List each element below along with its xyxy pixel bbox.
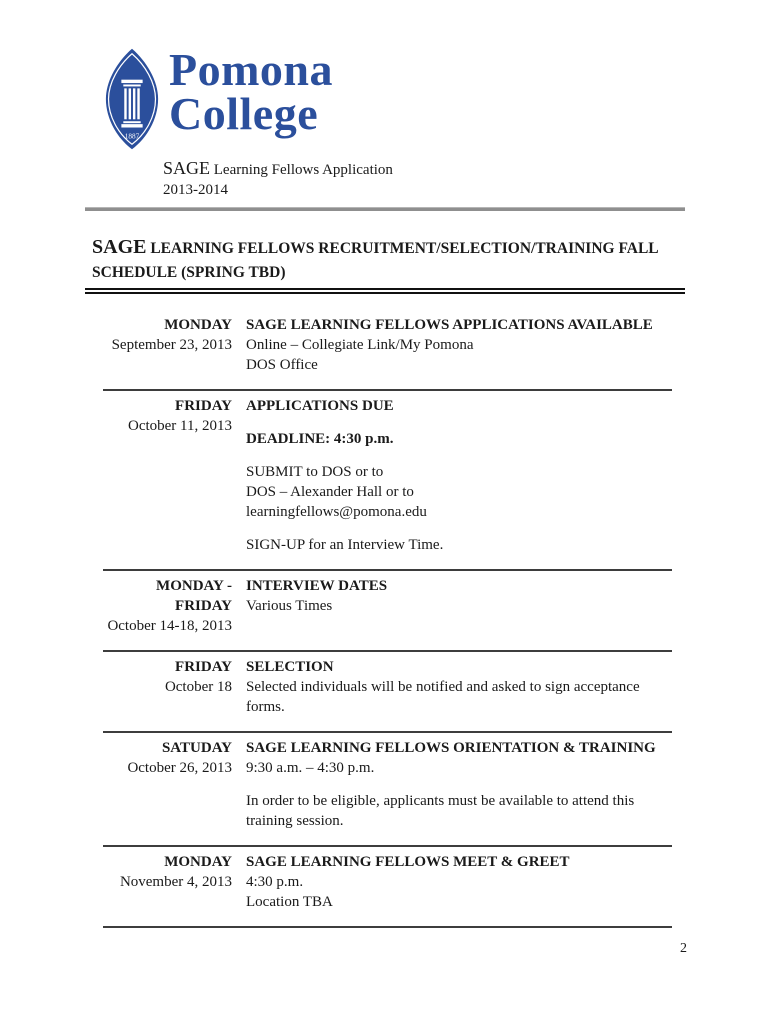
schedule-date-cell <box>103 576 232 636</box>
schedule-day: FRIDAY <box>175 659 232 675</box>
schedule-date: October 14-18, 2013 <box>107 618 232 634</box>
schedule-detail-cell <box>246 657 658 717</box>
schedule-line: DEADLINE: 4:30 p.m. <box>246 431 394 447</box>
schedule-date-cell <box>103 657 232 717</box>
schedule-detail-cell <box>246 576 658 636</box>
title-rest: LEARNING FELLOWS RECRUITMENT/SELECTION/TRAINING FALL SCHEDULE (SPRING TBD) <box>92 240 658 281</box>
schedule-detail-cell <box>246 738 658 831</box>
schedule-line: SUBMIT to DOS or to <box>246 464 384 480</box>
schedule-date-cell <box>103 396 232 555</box>
schedule-row <box>85 310 685 389</box>
schedule-day: MONDAY <box>164 317 232 333</box>
schedule-heading: SELECTION <box>246 659 334 675</box>
schedule-date: October 26, 2013 <box>127 760 232 776</box>
schedule-heading: SAGE LEARNING FELLOWS ORIENTATION & TRAINING <box>246 740 656 756</box>
schedule-row <box>85 391 685 569</box>
schedule-heading: SAGE LEARNING FELLOWS APPLICATIONS AVAILABLE <box>246 317 653 333</box>
schedule-line: learningfellows@pomona.edu <box>246 504 427 520</box>
schedule-heading: INTERVIEW DATES <box>246 578 388 594</box>
row-divider <box>103 926 672 928</box>
schedule-line: DOS – Alexander Hall or to <box>246 484 414 500</box>
schedule-date: September 23, 2013 <box>111 337 232 353</box>
schedule-line: In order to be eligible, applicants must be available to attend this training session. <box>246 793 635 829</box>
schedule-line: Selected individuals will be notified and asked to sign acceptance forms. <box>246 679 640 715</box>
pomona-college-seal-icon <box>103 46 161 152</box>
schedule-row <box>85 652 685 731</box>
schedule-day: MONDAY - FRIDAY <box>156 578 232 614</box>
page-number: 2 <box>680 941 687 956</box>
schedule-detail-cell <box>246 396 658 555</box>
schedule-line: Online – Collegiate Link/My Pomona <box>246 337 474 353</box>
schedule-date: October 11, 2013 <box>127 418 232 434</box>
wordmark-line-1: Pomona <box>169 44 333 95</box>
schedule-row <box>85 733 685 845</box>
subtitle-rest: Learning Fellows Application <box>210 162 393 178</box>
subtitle-sage: SAGE <box>163 158 211 178</box>
schedule-line: DOS Office <box>246 357 318 373</box>
schedule-detail-cell <box>246 315 658 375</box>
schedule-table <box>85 310 685 928</box>
title-divider <box>85 288 685 294</box>
subtitle-year: 2013-2014 <box>163 182 228 198</box>
schedule-heading: SAGE LEARNING FELLOWS MEET & GREET <box>246 854 570 870</box>
schedule-day: MONDAY <box>164 854 232 870</box>
schedule-day: FRIDAY <box>175 398 232 414</box>
schedule-date-cell <box>103 315 232 375</box>
document-subtitle <box>163 158 685 200</box>
pomona-college-wordmark <box>169 44 333 139</box>
schedule-date-cell <box>103 738 232 831</box>
schedule-date-cell <box>103 852 232 912</box>
schedule-row <box>85 571 685 650</box>
subtitle-line-1 <box>163 158 685 180</box>
schedule-heading: APPLICATIONS DUE <box>246 398 394 414</box>
schedule-line: 9:30 a.m. – 4:30 p.m. <box>246 760 375 776</box>
schedule-line: 4:30 p.m. <box>246 874 304 890</box>
schedule-line: Location TBA <box>246 894 333 910</box>
schedule-line: Various Times <box>246 598 333 614</box>
document-header <box>103 46 685 152</box>
title-sage: SAGE <box>92 236 147 258</box>
schedule-date: October 18 <box>164 679 232 695</box>
schedule-day: SATUDAY <box>161 740 232 756</box>
header-divider <box>85 207 685 211</box>
wordmark-line-2: College <box>169 88 319 139</box>
schedule-line: SIGN-UP for an Interview Time. <box>246 537 444 553</box>
schedule-row <box>85 847 685 926</box>
page-title <box>85 235 685 285</box>
seal-year-label: 1887 <box>124 132 140 141</box>
schedule-date: November 4, 2013 <box>119 874 232 890</box>
schedule-detail-cell <box>246 852 658 912</box>
